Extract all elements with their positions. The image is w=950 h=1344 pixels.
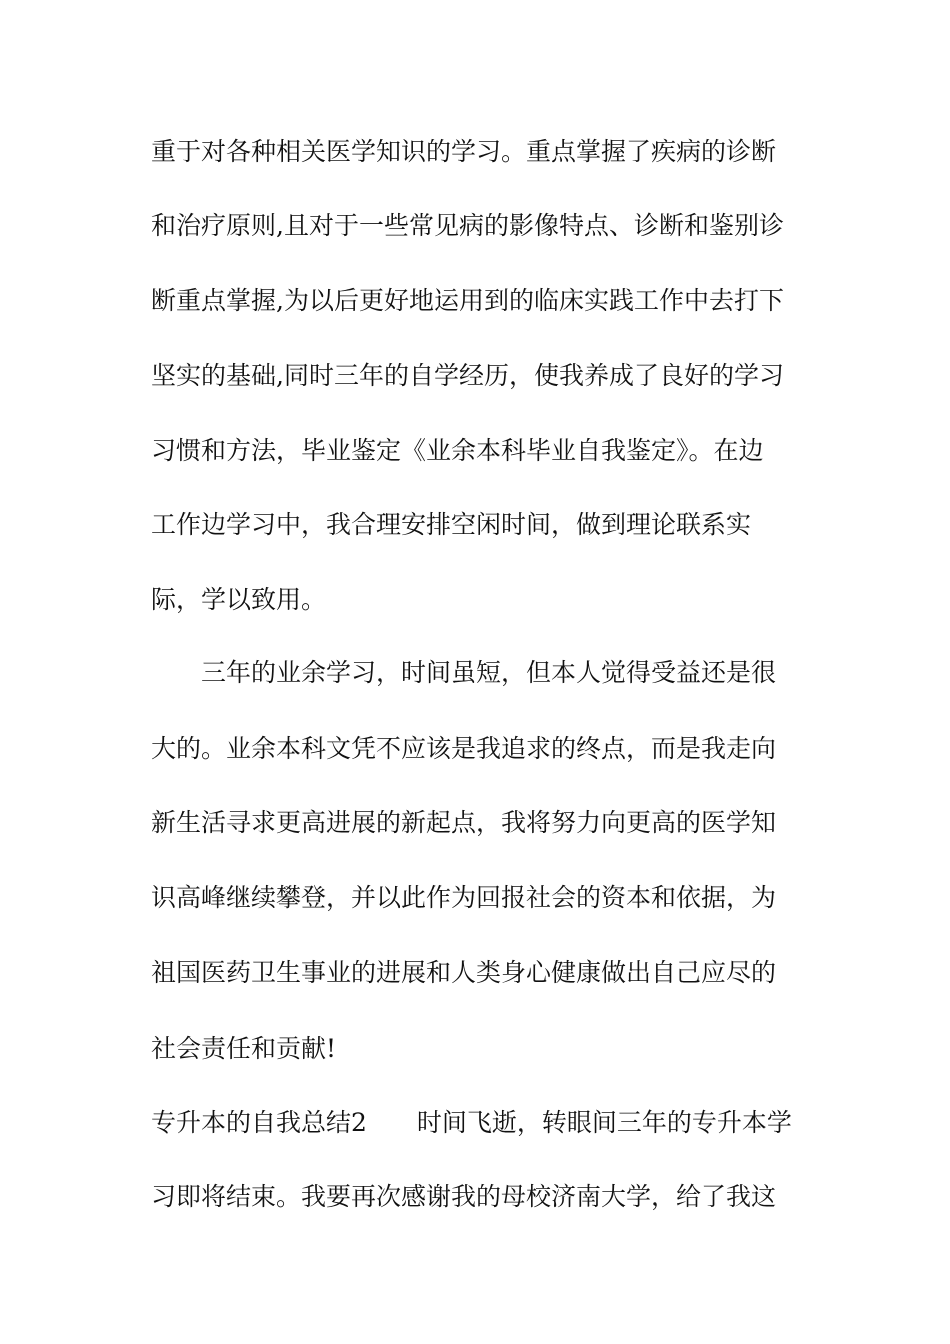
text-line-7: 际，学以致用。: [151, 585, 327, 614]
text-line-5: 习惯和方法，毕业鉴定《业余本科毕业自我鉴定》。在边: [151, 436, 764, 465]
text-line-10: 新生活寻求更高进展的新起点，我将努力向更高的医学知: [151, 808, 777, 837]
text-line-13: 社会责任和贡献!: [151, 1034, 337, 1063]
text-line-1: 重于对各种相关医学知识的学习。重点掌握了疾病的诊断: [151, 137, 777, 166]
text-line-6: 工作边学习中，我合理安排空闲时间，做到理论联系实: [151, 510, 752, 539]
text-line-12: 祖国医药卫生事业的进展和人类身心健康做出自己应尽的: [151, 958, 777, 987]
text-line-9: 大的。业余本科文凭不应该是我追求的终点，而是我走向: [151, 734, 777, 763]
text-line-15: 习即将结束。我要再次感谢我的母校济南大学，给了我这: [151, 1182, 777, 1211]
text-line-2: 和治疗原则,且对于一些常见病的影像特点、诊断和鉴别诊: [151, 211, 784, 240]
text-line-14: 专升本的自我总结2 时间飞逝，转眼间三年的专升本学: [151, 1108, 792, 1137]
text-line-11: 识高峰继续攀登，并以此作为回报社会的资本和依据，为: [151, 883, 777, 912]
text-line-4: 坚实的基础,同时三年的自学经历，使我养成了良好的学习: [151, 361, 784, 390]
text-line-8: 三年的业余学习，时间虽短，但本人觉得受益还是很: [151, 658, 777, 687]
text-line-3: 断重点掌握,为以后更好地运用到的临床实践工作中去打下: [151, 286, 784, 315]
